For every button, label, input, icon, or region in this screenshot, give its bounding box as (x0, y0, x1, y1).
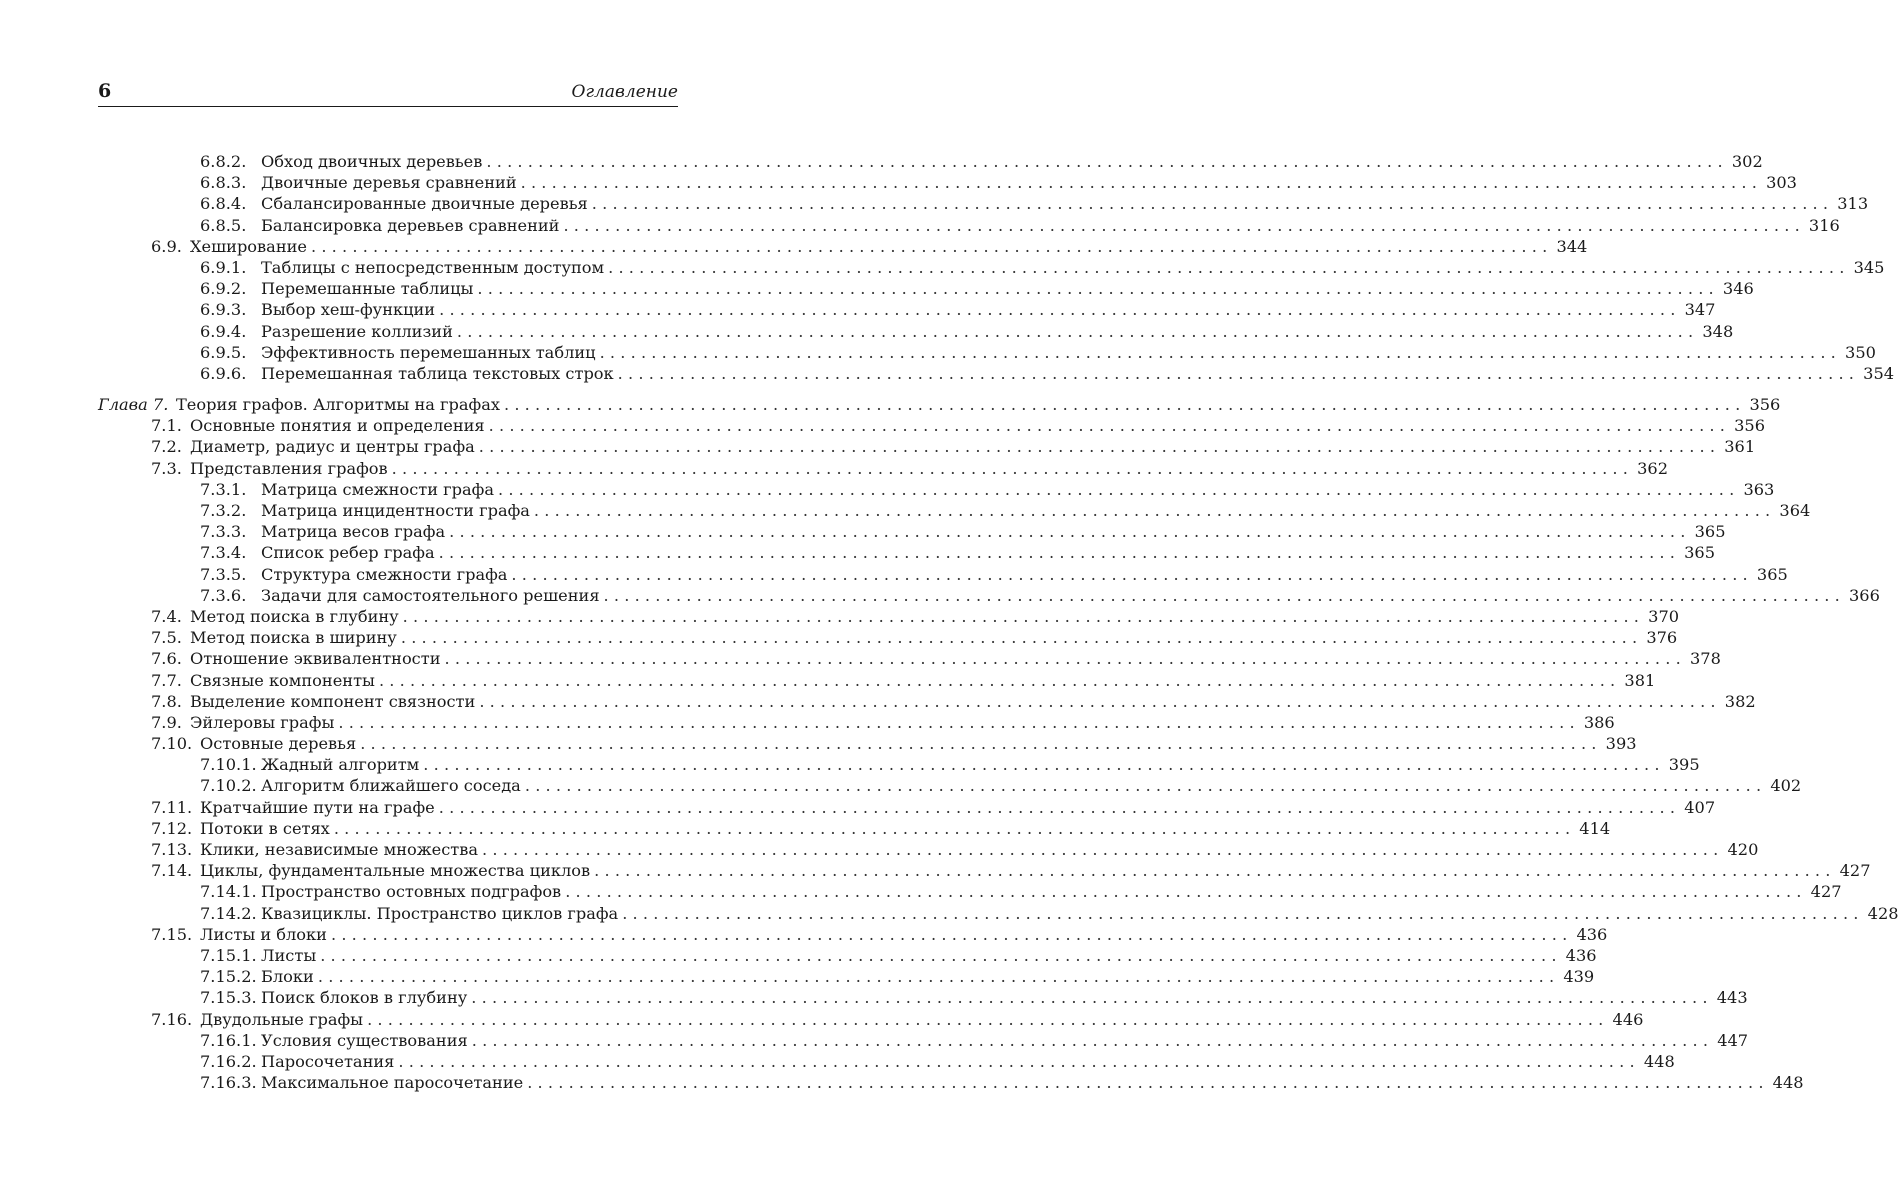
toc-entry-line (190, 415, 1766, 436)
toc-leader-dots: ........................................................................................................................ (479, 691, 1721, 711)
toc-entry-line (261, 278, 1754, 299)
toc-entry-line (261, 321, 1734, 342)
toc-entry-title: Сбалансированные двоичные деревья (261, 193, 592, 214)
toc-leader-dots: ........................................................................................................................ (533, 501, 1776, 520)
toc-entry-page: 436 (1576, 924, 1608, 944)
toc-entry-number: 6.9.6. (200, 363, 247, 383)
toc-leader-dots: ........................................................................................................................ (360, 734, 1602, 754)
toc-entry-page: 376 (1646, 628, 1678, 648)
toc-entry-number: 7.16. (151, 1009, 193, 1029)
toc-leader-dots: ........................................................................................................................ (438, 797, 1681, 817)
toc-entry-number: 6.9. (151, 236, 182, 256)
toc-leader-dots: ........................................................................................................................ (622, 903, 1864, 923)
toc-entry-page: 393 (1605, 734, 1637, 754)
toc-leader-dots: ........................................................................................................................ (608, 257, 1850, 277)
toc-entry[interactable] (98, 585, 1880, 606)
toc-entry-line (190, 627, 1678, 648)
toc-entry[interactable] (98, 394, 1781, 415)
toc-entry-page: 347 (1684, 300, 1716, 320)
toc-entry-title: Блоки (261, 966, 318, 987)
toc-entry-title: Циклы, фундаментальные множества циклов (200, 860, 594, 881)
toc-entry-line (261, 585, 1880, 606)
toc-entry-line (190, 436, 1756, 457)
toc-entry[interactable] (98, 479, 1775, 500)
toc-entry[interactable] (98, 151, 1763, 172)
toc-entry-title: Алгоритм ближайшего соседа (261, 775, 525, 796)
toc-leader-dots: ........................................................................................................................ (400, 628, 1643, 648)
toc-entry-page: 439 (1563, 967, 1595, 987)
toc-entry[interactable] (98, 775, 1802, 796)
toc-entry-title: Матрица смежности графа (261, 479, 498, 500)
toc-leader-dots: ........................................................................................................................ (310, 236, 1553, 256)
toc-entry[interactable] (98, 797, 1716, 818)
toc-leader-dots: ........................................................................................................................ (367, 1009, 1609, 1029)
toc-leader-dots: ........................................................................................................................ (320, 945, 1562, 965)
toc-entry-page: 386 (1583, 712, 1615, 732)
toc-leader-dots: ........................................................................................................................ (482, 840, 1724, 859)
toc-leader-dots: ........................................................................................................................ (591, 194, 1834, 214)
toc-entry-number: 7.3.5. (200, 564, 247, 584)
toc-entry-page: 303 (1766, 173, 1797, 193)
toc-entry-number: 7.4. (151, 606, 182, 626)
toc-entry-page: 443 (1716, 988, 1748, 1008)
toc-leader-dots: ........................................................................................................................ (594, 861, 1836, 881)
toc-entry-title: Диаметр, радиус и центры графа (190, 436, 479, 457)
toc-entry-line (200, 818, 1611, 839)
toc-entry[interactable] (98, 818, 1611, 839)
toc-entry[interactable] (98, 860, 1871, 881)
toc-entry[interactable] (98, 712, 1615, 733)
toc-entry-title: Условия существования (261, 1030, 472, 1051)
toc-leader-dots: ........................................................................................................................ (402, 606, 1645, 626)
toc-leader-dots: ........................................................................................................................ (444, 649, 1686, 669)
toc-entry-page: 354 (1863, 363, 1895, 383)
toc-entry-line (261, 775, 1802, 796)
toc-entry-page: 362 (1637, 458, 1669, 478)
toc-entry[interactable] (98, 215, 1840, 236)
toc-leader-dots: ........................................................................................................................ (456, 321, 1699, 341)
toc-entry-page: 344 (1556, 236, 1588, 256)
page-number: 6 (98, 80, 112, 102)
toc-entry-number: 7.2. (151, 437, 182, 457)
toc-entry-line (261, 1030, 1749, 1051)
toc-entry-line (190, 712, 1615, 733)
toc-entry-number: Глава 7. (98, 395, 169, 415)
toc-leader-dots: ........................................................................................................................ (438, 543, 1681, 563)
toc-entry[interactable] (98, 987, 1748, 1008)
toc-entry-title: Отношение эквивалентности (190, 648, 445, 669)
toc-entry-line (261, 987, 1748, 1008)
toc-leader-dots: ........................................................................................................................ (471, 988, 1713, 1008)
toc-entry-line (200, 1009, 1644, 1030)
toc-leader-dots: ........................................................................................................................ (423, 755, 1665, 775)
toc-entry-title: Выбор хеш-функции (261, 299, 439, 320)
toc-entry-title: Структура смежности графа (261, 564, 511, 585)
toc-entry-number: 7.14.1. (200, 882, 257, 902)
toc-entry-title: Максимальное паросочетание (261, 1072, 527, 1093)
toc-entry-line (261, 1051, 1675, 1072)
toc-entry-number: 7.16.2. (200, 1051, 257, 1071)
toc-entry-line (261, 1072, 1804, 1093)
toc-entry-title: Теория графов. Алгоритмы на графах (176, 394, 504, 415)
toc-entry[interactable] (98, 966, 1595, 987)
toc-entry-title: Паросочетания (261, 1051, 398, 1072)
toc-entry-page: 356 (1734, 416, 1766, 436)
toc-entry-title: Задачи для самостоятельного решения (261, 585, 604, 606)
toc-entry[interactable] (98, 627, 1678, 648)
toc-entry[interactable] (98, 670, 1656, 691)
toc-entry-line (261, 542, 1716, 563)
toc-entry-line (190, 606, 1680, 627)
toc-entry-line (261, 564, 1788, 585)
toc-leader-dots: ........................................................................................................................ (391, 458, 1634, 478)
toc-entry[interactable] (98, 754, 1700, 775)
toc-entry-title: Разрешение коллизий (261, 321, 457, 342)
toc-entry-line (261, 966, 1595, 987)
toc-entry-number: 7.11. (151, 797, 193, 817)
toc-entry-number: 7.3.1. (200, 479, 247, 499)
toc-entry[interactable] (98, 1030, 1749, 1051)
toc-entry-line (190, 236, 1588, 257)
toc-leader-dots: ........................................................................................................................ (527, 1073, 1769, 1093)
toc-entry-number: 6.8.4. (200, 194, 247, 214)
toc-entry-page: 361 (1724, 437, 1756, 457)
toc-entry-page: 366 (1849, 585, 1880, 605)
toc-entry[interactable] (98, 321, 1734, 342)
toc-entry[interactable] (98, 542, 1716, 563)
toc-entry-line (190, 458, 1669, 479)
toc-entry-page: 427 (1810, 882, 1842, 902)
toc-entry-title: Таблицы с непосредственным доступом (261, 257, 608, 278)
toc-entry[interactable] (98, 1072, 1804, 1093)
toc-entry[interactable] (98, 839, 1759, 860)
toc-leader-dots: ........................................................................................................................ (497, 479, 1740, 499)
toc-leader-dots: ........................................................................................................................ (503, 395, 1746, 415)
toc-entry-line (261, 172, 1797, 193)
toc-leader-dots: ........................................................................................................................ (603, 585, 1845, 605)
page-header (98, 78, 678, 108)
toc-entry-title: Матрица инцидентности графа (261, 500, 534, 521)
toc-entry-title: Метод поиска в ширину (190, 627, 401, 648)
toc-entry[interactable] (98, 564, 1788, 585)
toc-entry-line (200, 839, 1759, 860)
toc-entry[interactable] (98, 1051, 1675, 1072)
toc-leader-dots: ........................................................................................................................ (511, 564, 1753, 584)
toc-entry-number: 7.5. (151, 628, 182, 648)
toc-entry[interactable] (98, 193, 1869, 214)
toc-entry-page: 356 (1749, 395, 1781, 415)
table-of-contents (98, 151, 1899, 1093)
toc-entry-line (200, 797, 1716, 818)
toc-entry[interactable] (98, 458, 1669, 479)
header-rule (98, 106, 678, 107)
toc-entry-line (176, 394, 1781, 415)
toc-entry-title: Жадный алгоритм (261, 754, 423, 775)
toc-entry-page: 420 (1727, 840, 1759, 859)
toc-entry[interactable] (98, 924, 1608, 945)
toc-entry-title: Клики, независимые множества (200, 839, 482, 860)
toc-entry-title: Эффективность перемешанных таблиц (261, 342, 600, 363)
toc-entry-page: 407 (1684, 797, 1716, 817)
toc-entry-number: 7.6. (151, 649, 182, 669)
toc-entry[interactable] (98, 733, 1637, 754)
toc-entry-page: 302 (1731, 152, 1763, 171)
toc-entry-page: 446 (1612, 1009, 1644, 1029)
running-title: Оглавление (571, 82, 678, 102)
toc-entry-title: Листы (261, 945, 320, 966)
toc-leader-dots: ........................................................................................................................ (439, 300, 1681, 320)
toc-leader-dots: ........................................................................................................................ (599, 342, 1842, 362)
toc-entry-title: Пространство остовных подграфов (261, 881, 565, 902)
toc-entry-page: 447 (1717, 1030, 1749, 1050)
toc-entry-number: 7.1. (151, 416, 182, 436)
toc-entry-line (190, 691, 1756, 712)
toc-entry[interactable] (98, 606, 1680, 627)
toc-entry-title: Балансировка деревьев сравнений (261, 215, 563, 236)
toc-leader-dots: ........................................................................................................................ (617, 363, 1860, 383)
toc-entry-number: 7.16.3. (200, 1073, 257, 1093)
toc-entry-number: 6.8.3. (200, 173, 247, 193)
toc-entry-page: 316 (1808, 215, 1840, 235)
toc-entry-line (261, 754, 1700, 775)
toc-leader-dots: ........................................................................................................................ (565, 882, 1807, 902)
toc-leader-dots: ........................................................................................................................ (524, 776, 1767, 796)
toc-entry-page: 427 (1839, 861, 1871, 881)
toc-entry-number: 7.16.1. (200, 1030, 257, 1050)
toc-leader-dots: ........................................................................................................................ (563, 215, 1805, 235)
toc-entry-title: Перемешанная таблица текстовых строк (261, 363, 618, 384)
toc-entry[interactable] (98, 521, 1726, 542)
toc-entry-page: 448 (1772, 1073, 1804, 1093)
toc-entry-page: 363 (1743, 479, 1775, 499)
toc-entry-title: Потоки в сетях (200, 818, 334, 839)
toc-entry[interactable] (98, 236, 1588, 257)
toc-entry-page: 365 (1694, 522, 1726, 542)
toc-entry[interactable] (98, 691, 1756, 712)
toc-entry-line (200, 733, 1637, 754)
toc-entry-page: 381 (1624, 670, 1656, 690)
toc-entry-line (261, 945, 1597, 966)
toc-entry-page: 378 (1689, 649, 1721, 669)
toc-entry-number: 7.10. (151, 734, 193, 754)
toc-entry-number: 7.13. (151, 840, 193, 859)
toc-entry-line (261, 903, 1899, 924)
toc-entry-title: Поиск блоков в глубину (261, 987, 471, 1008)
toc-entry-number: 7.9. (151, 712, 182, 732)
toc-entry[interactable] (98, 172, 1797, 193)
toc-entry-line (261, 521, 1726, 542)
toc-leader-dots: ........................................................................................................................ (330, 924, 1573, 944)
toc-entry-title: Основные понятия и определения (190, 415, 489, 436)
toc-leader-dots: ........................................................................................................................ (478, 437, 1721, 457)
toc-entry-page: 414 (1579, 818, 1611, 838)
toc-entry-number: 6.9.4. (200, 321, 247, 341)
toc-leader-dots: ........................................................................................................................ (378, 670, 1621, 690)
toc-leader-dots: ........................................................................................................................ (488, 416, 1731, 436)
toc-entry-line (261, 881, 1842, 902)
toc-entry-title: Остовные деревья (200, 733, 360, 754)
toc-entry[interactable] (98, 342, 1876, 363)
toc-entry-page: 346 (1722, 279, 1754, 299)
toc-entry-title: Хеширование (190, 236, 311, 257)
toc-entry-line (261, 193, 1869, 214)
toc-entry-title: Двоичные деревья сравнений (261, 172, 521, 193)
toc-entry-line (261, 151, 1763, 172)
toc-entry-number: 7.12. (151, 818, 193, 838)
toc-entry-line (261, 342, 1876, 363)
toc-leader-dots: ........................................................................................................................ (398, 1051, 1640, 1071)
toc-entry-line (200, 860, 1871, 881)
toc-entry[interactable] (98, 278, 1754, 299)
toc-entry-number: 7.10.2. (200, 776, 257, 796)
toc-entry-title: Связные компоненты (190, 670, 379, 691)
toc-entry-number: 7.15.3. (200, 988, 257, 1008)
toc-entry-title: Листы и блоки (200, 924, 331, 945)
toc-entry-number: 7.8. (151, 691, 182, 711)
toc-entry-line (261, 299, 1716, 320)
toc-entry[interactable] (98, 299, 1716, 320)
toc-entry-page: 365 (1756, 564, 1788, 584)
toc-entry-title: Кратчайшие пути на графе (200, 797, 439, 818)
toc-leader-dots: ........................................................................................................................ (477, 279, 1719, 299)
toc-entry-page: 370 (1648, 606, 1680, 626)
toc-entry[interactable] (98, 257, 1885, 278)
toc-entry-page: 348 (1702, 321, 1734, 341)
toc-entry-page: 448 (1643, 1051, 1675, 1071)
toc-leader-dots: ........................................................................................................................ (317, 967, 1560, 987)
toc-entry-line (261, 257, 1885, 278)
toc-entry-line (261, 363, 1895, 384)
toc-entry-title: Список ребер графа (261, 542, 439, 563)
toc-entry[interactable] (98, 1009, 1644, 1030)
toc-entry-number: 6.9.1. (200, 257, 247, 277)
toc-entry-title: Обход двоичных деревьев (261, 151, 486, 172)
toc-entry-line (261, 500, 1811, 521)
toc-entry-number: 7.10.1. (200, 755, 257, 775)
toc-entry-number: 7.15.2. (200, 967, 257, 987)
toc-entry-line (261, 479, 1775, 500)
toc-entry-number: 7.15. (151, 924, 193, 944)
toc-entry[interactable] (98, 415, 1766, 436)
toc-entry-number: 6.9.2. (200, 279, 247, 299)
toc-entry-number: 7.3. (151, 458, 182, 478)
toc-entry-page: 382 (1724, 691, 1756, 711)
toc-entry-title: Метод поиска в глубину (190, 606, 403, 627)
toc-entry-number: 7.7. (151, 670, 182, 690)
toc-entry-number: 6.9.5. (200, 342, 247, 362)
toc-entry-page: 350 (1845, 342, 1876, 362)
toc-leader-dots: ........................................................................................................................ (449, 522, 1691, 542)
toc-entry-title: Матрица весов графа (261, 521, 449, 542)
toc-entry-title: Представления графов (190, 458, 392, 479)
toc-entry[interactable] (98, 945, 1597, 966)
toc-entry-page: 365 (1684, 543, 1716, 563)
toc-entry-number: 7.3.4. (200, 543, 247, 563)
toc-leader-dots: ........................................................................................................................ (520, 173, 1763, 193)
toc-entry-line (200, 924, 1608, 945)
toc-leader-dots: ........................................................................................................................ (338, 712, 1580, 732)
toc-entry-line (261, 215, 1840, 236)
toc-entry-page: 436 (1565, 945, 1597, 965)
toc-entry-number: 7.3.6. (200, 585, 247, 605)
toc-entry-page: 364 (1779, 501, 1811, 520)
toc-entry-number: 6.8.2. (200, 152, 247, 171)
toc-entry-number: 7.3.2. (200, 501, 247, 520)
toc-entry-number: 6.9.3. (200, 300, 247, 320)
toc-entry[interactable] (98, 648, 1721, 669)
toc-leader-dots: ........................................................................................................................ (471, 1030, 1714, 1050)
toc-entry-number: 7.14. (151, 861, 193, 881)
toc-entry-number: 7.3.3. (200, 522, 247, 542)
toc-entry[interactable] (98, 903, 1899, 924)
toc-entry-number: 6.8.5. (200, 215, 247, 235)
toc-entry-title: Выделение компонент связности (190, 691, 479, 712)
toc-entry-line (190, 670, 1656, 691)
toc-entry-page: 402 (1770, 776, 1802, 796)
toc-entry[interactable] (98, 363, 1895, 384)
toc-entry[interactable] (98, 436, 1756, 457)
toc-leader-dots: ........................................................................................................................ (486, 152, 1728, 171)
toc-leader-dots: ........................................................................................................................ (333, 818, 1576, 838)
toc-entry[interactable] (98, 881, 1842, 902)
toc-entry-number: 7.15.1. (200, 945, 257, 965)
toc-entry-title: Перемешанные таблицы (261, 278, 477, 299)
toc-entry-page: 395 (1668, 755, 1700, 775)
toc-entry-title: Квазициклы. Пространство циклов графа (261, 903, 622, 924)
toc-entry-page: 313 (1837, 194, 1869, 214)
toc-entry-title: Двудольные графы (200, 1009, 367, 1030)
toc-entry[interactable] (98, 500, 1811, 521)
toc-entry-line (190, 648, 1721, 669)
toc-entry-title: Эйлеровы графы (190, 712, 338, 733)
toc-entry-number: 7.14.2. (200, 903, 257, 923)
toc-entry-page: 428 (1867, 903, 1899, 923)
toc-entry-page: 345 (1853, 257, 1885, 277)
